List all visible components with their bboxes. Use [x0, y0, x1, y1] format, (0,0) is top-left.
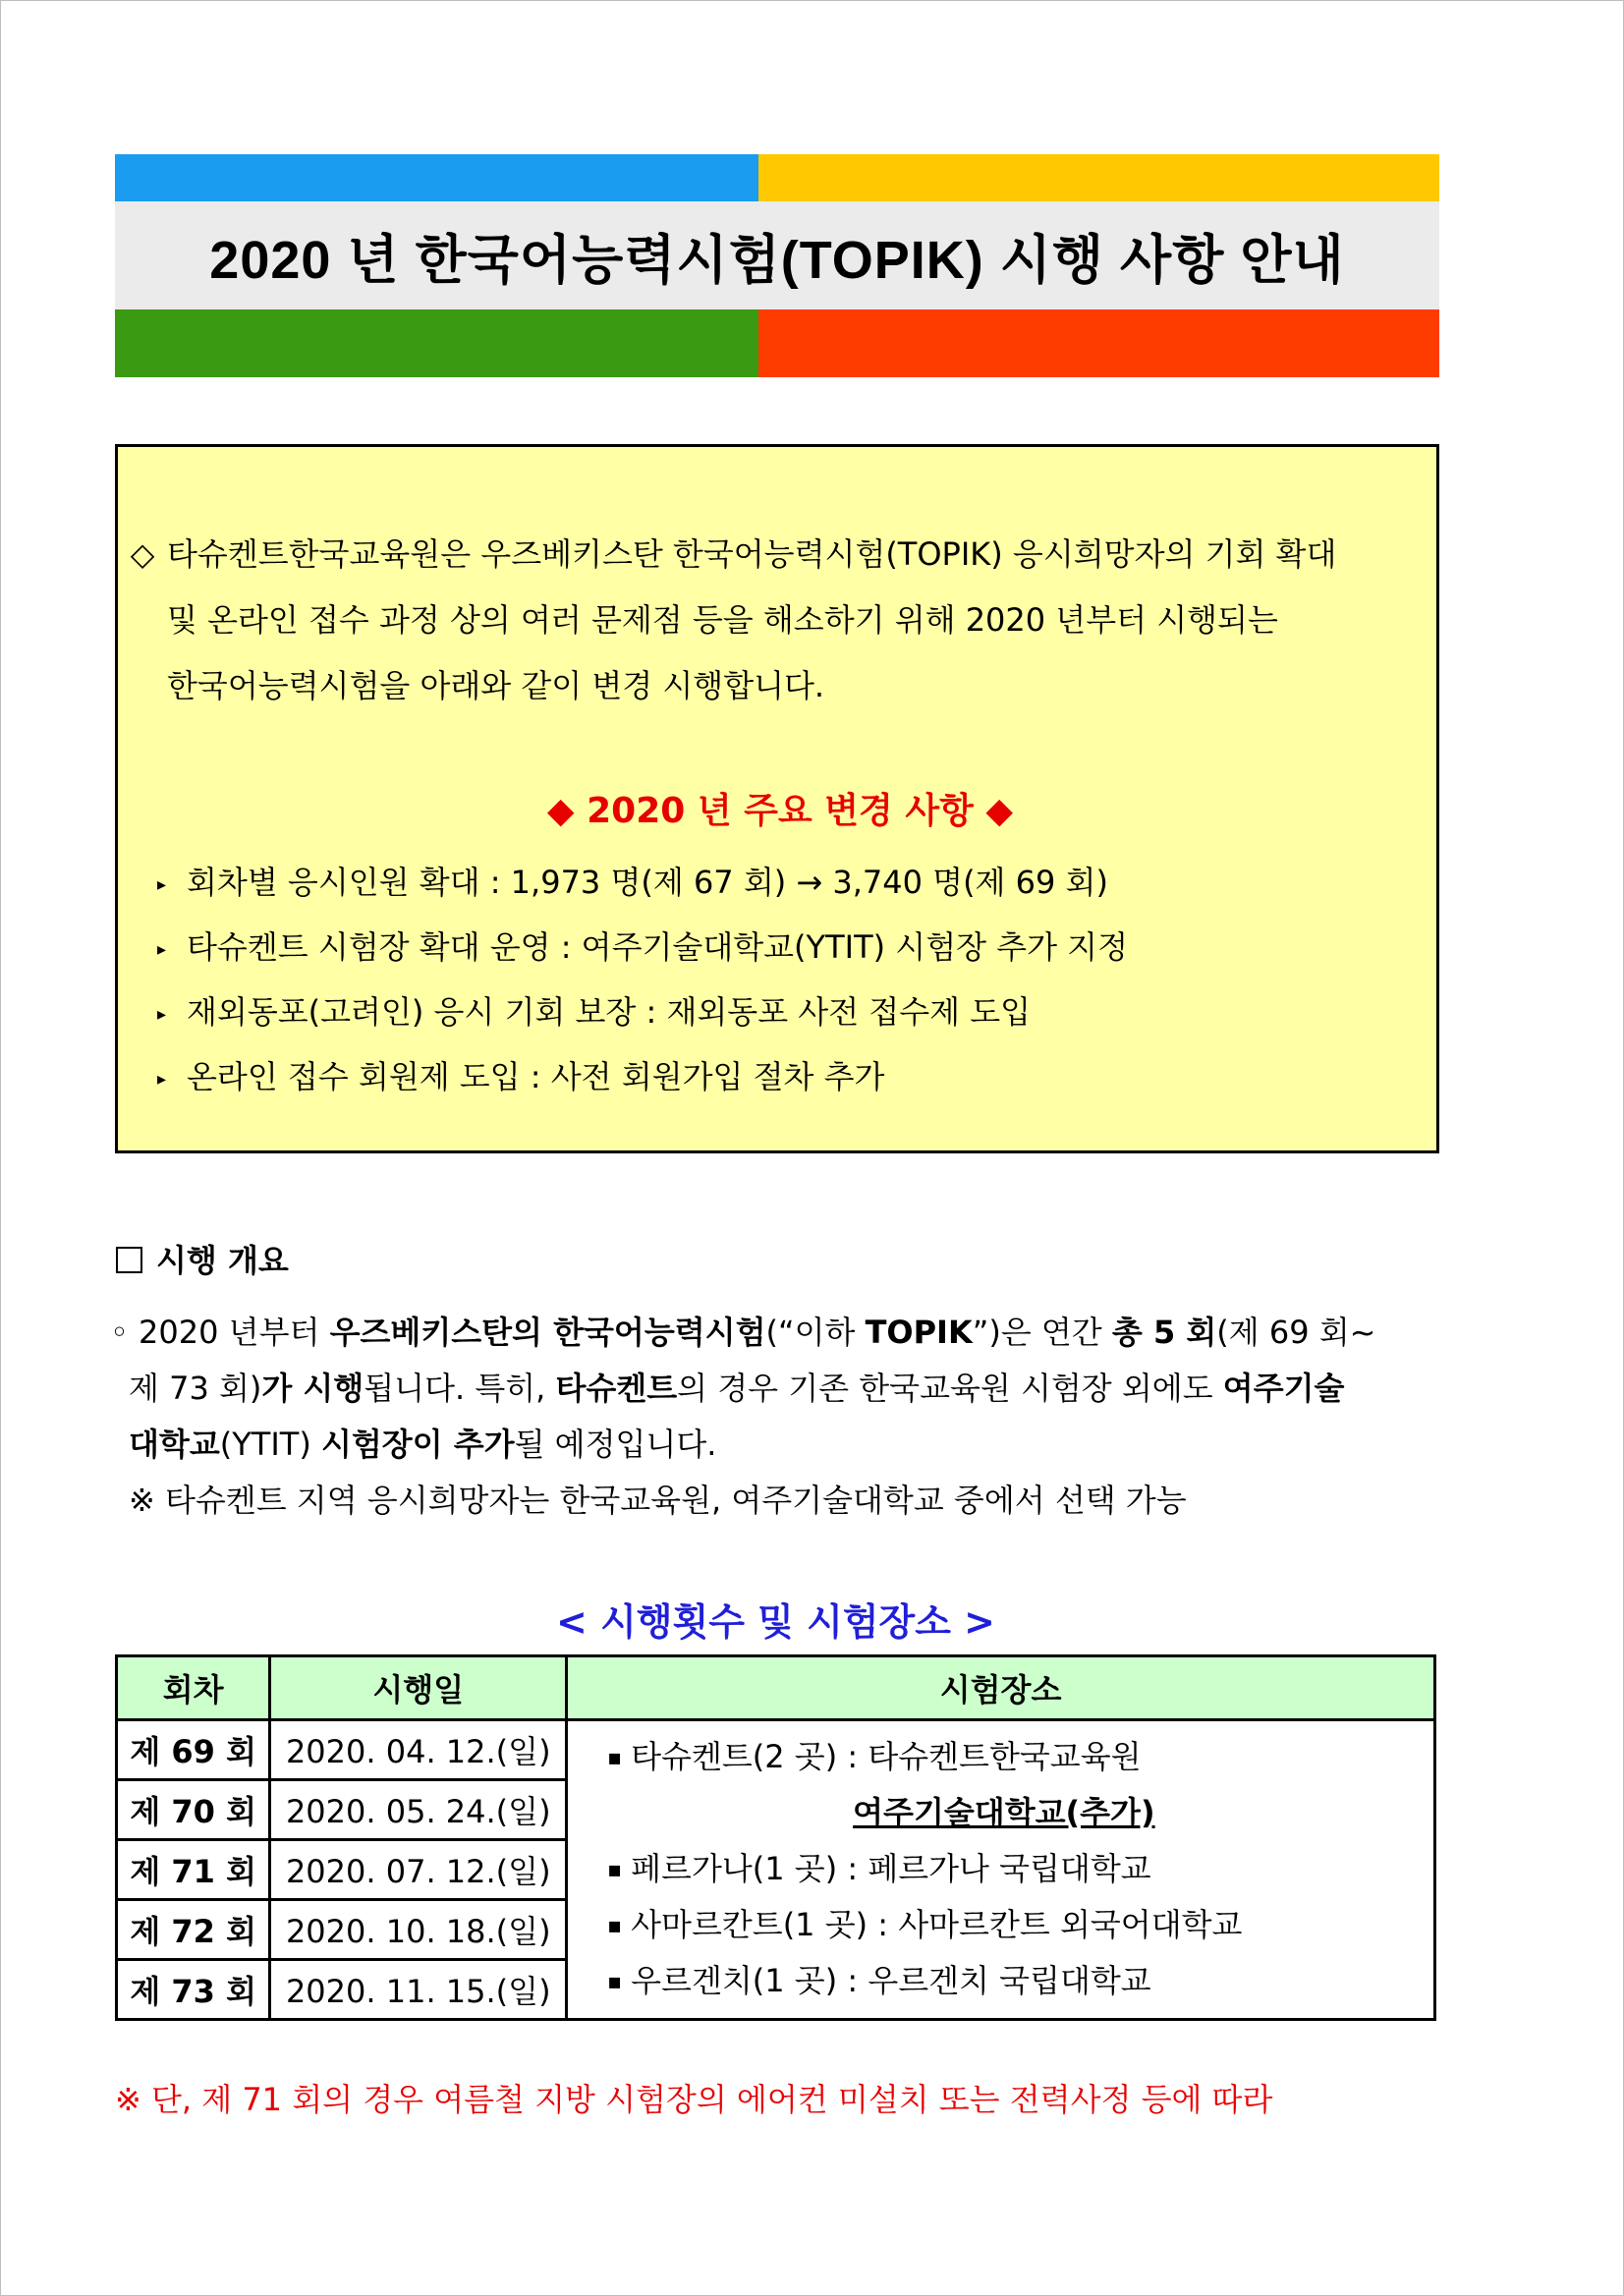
date-cell: 2020. 10. 18.(일): [270, 1900, 567, 1960]
round-cell: 제 73 회: [117, 1960, 270, 2020]
overview-note: ※ 타슈켄트 지역 응시희망자는 한국교육원, 여주기술대학교 중에서 선택 가능: [129, 1482, 1187, 1519]
list-item: [157, 858, 1128, 923]
triangle-bullet-icon: ▸: [157, 939, 167, 960]
footnote: ※ 단, 제 71 회의 경우 여름철 지방 시험장의 에어컨 미설치 또는 전력사정 등에 따라: [115, 2081, 1273, 2118]
bold-text: 총 5 회: [1111, 1314, 1217, 1351]
page-title: 2020 년 한국어능력시험(TOPIK) 시행 사항 안내: [115, 201, 1439, 309]
bold-text: 가 시행: [261, 1370, 364, 1407]
bold-text: 대학교: [129, 1426, 220, 1463]
overview-line-2: [110, 1361, 1485, 1417]
bold-text: 우즈베키스탄의 한국어능력시험: [329, 1314, 766, 1351]
venue-text: 타슈켄트(2 곳) : 타슈켄트한국교육원: [631, 1738, 1142, 1775]
triangle-bullet-icon: ▸: [157, 1004, 167, 1025]
text: ”)은 연간: [972, 1314, 1112, 1351]
list-item: [157, 987, 1128, 1052]
venues-cell: [567, 1720, 1435, 2020]
banner-bar-red: [758, 309, 1439, 377]
list-item: [157, 923, 1128, 987]
section-heading: [116, 1236, 289, 1281]
text: 제 73 회): [129, 1370, 262, 1407]
bold-text: 타슈켄트: [555, 1370, 678, 1407]
intro-line-1: [118, 522, 1415, 588]
table-header-row: [117, 1656, 1435, 1720]
round-cell: 제 69 회: [117, 1720, 270, 1780]
round-cell: 제 71 회: [117, 1840, 270, 1900]
square-bullet-icon: ▪: [607, 1970, 623, 1994]
date-cell: 2020. 11. 15.(일): [270, 1960, 567, 2020]
venue-text: 페르가나(1 곳) : 페르가나 국립대학교: [631, 1850, 1151, 1887]
venue-item: [607, 1733, 1433, 1789]
intro-line-3: 한국어능력시험을 아래와 같이 변경 시행합니다.: [167, 667, 825, 704]
triangle-bullet-icon: ▸: [157, 874, 167, 895]
venue-extra-text: 여주기술대학교(추가): [853, 1794, 1155, 1831]
overview-line-1: [110, 1305, 1485, 1361]
overview-paragraph: [110, 1305, 1485, 1529]
intro-text-1: 타슈켄트한국교육원은 우즈베키스탄 한국어능력시험(TOPIK) 응시희망자의 기회 확대: [167, 535, 1337, 573]
schedule-table: [115, 1654, 1436, 2021]
list-item: [157, 1052, 1128, 1117]
square-bullet-icon: ▪: [607, 1746, 623, 1770]
banner-bar-blue: [115, 154, 758, 201]
date-cell: 2020. 07. 12.(일): [270, 1840, 567, 1900]
title-banner: [115, 154, 1439, 377]
text: ◦ 2020 년부터: [110, 1314, 330, 1351]
square-bullet-icon: [116, 1247, 142, 1273]
notice-box: [115, 444, 1439, 1153]
square-bullet-icon: ▪: [607, 1914, 623, 1938]
text: (YTIT): [219, 1426, 321, 1463]
hollow-diamond-icon: ◇: [130, 535, 155, 573]
text: (“이하: [765, 1314, 866, 1351]
venue-item-extra: [607, 1789, 1433, 1845]
text: (제 69 회~: [1216, 1314, 1376, 1351]
bold-text: TOPIK: [865, 1314, 973, 1351]
table-title: < 시행횟수 및 시험장소 >: [556, 1600, 995, 1644]
text: 될 예정입니다.: [514, 1426, 717, 1463]
intro-paragraph: [118, 522, 1415, 719]
change-text: 재외동포(고려인) 응시 기회 보장 : 재외동포 사전 접수제 도입: [187, 993, 1032, 1031]
banner-bar-yellow: [758, 154, 1439, 201]
round-cell: 제 72 회: [117, 1900, 270, 1960]
section-heading-text: 시행 개요: [156, 1242, 289, 1279]
text: 의 경우 기존 한국교육원 시험장 외에도: [677, 1370, 1223, 1407]
change-text: 타슈켄트 시험장 확대 운영 : 여주기술대학교(YTIT) 시험장 추가 지정: [187, 928, 1129, 966]
venue-list: [568, 1721, 1433, 2013]
venue-item: [607, 1845, 1433, 1901]
venue-item: [607, 1901, 1433, 1957]
venue-item: [607, 1957, 1433, 2013]
text: 됩니다. 특히,: [364, 1370, 556, 1407]
date-cell: 2020. 04. 12.(일): [270, 1720, 567, 1780]
intro-line-2: 및 온라인 접수 과정 상의 여러 문제점 등을 해소하기 위해 2020 년부터 시행되는: [167, 601, 1278, 639]
date-cell: 2020. 05. 24.(일): [270, 1780, 567, 1840]
change-text: 온라인 접수 회원제 도입 : 사전 회원가입 절차 추가: [187, 1058, 885, 1095]
venue-text: 우르겐치(1 곳) : 우르겐치 국립대학교: [631, 1962, 1151, 1999]
header-round: 회차: [117, 1656, 270, 1720]
header-date: 시행일: [270, 1656, 567, 1720]
triangle-bullet-icon: ▸: [157, 1069, 167, 1090]
banner-bar-green: [115, 309, 758, 377]
overview-line-3: [110, 1417, 1485, 1473]
change-text: 회차별 응시인원 확대 : 1,973 명(제 67 회) → 3,740 명(제 69 회): [187, 864, 1108, 901]
changes-title: ◆ 2020 년 주요 변경 사항 ◆: [546, 791, 1014, 831]
round-cell: 제 70 회: [117, 1780, 270, 1840]
venue-text: 사마르칸트(1 곳) : 사마르칸트 외국어대학교: [631, 1906, 1243, 1943]
bold-text: 여주기술: [1222, 1370, 1345, 1407]
bold-text: 시험장이 추가: [320, 1426, 515, 1463]
table-row: [117, 1720, 1435, 1780]
square-bullet-icon: ▪: [607, 1858, 623, 1882]
changes-list: [157, 858, 1128, 1117]
header-venue: 시험장소: [567, 1656, 1435, 1720]
